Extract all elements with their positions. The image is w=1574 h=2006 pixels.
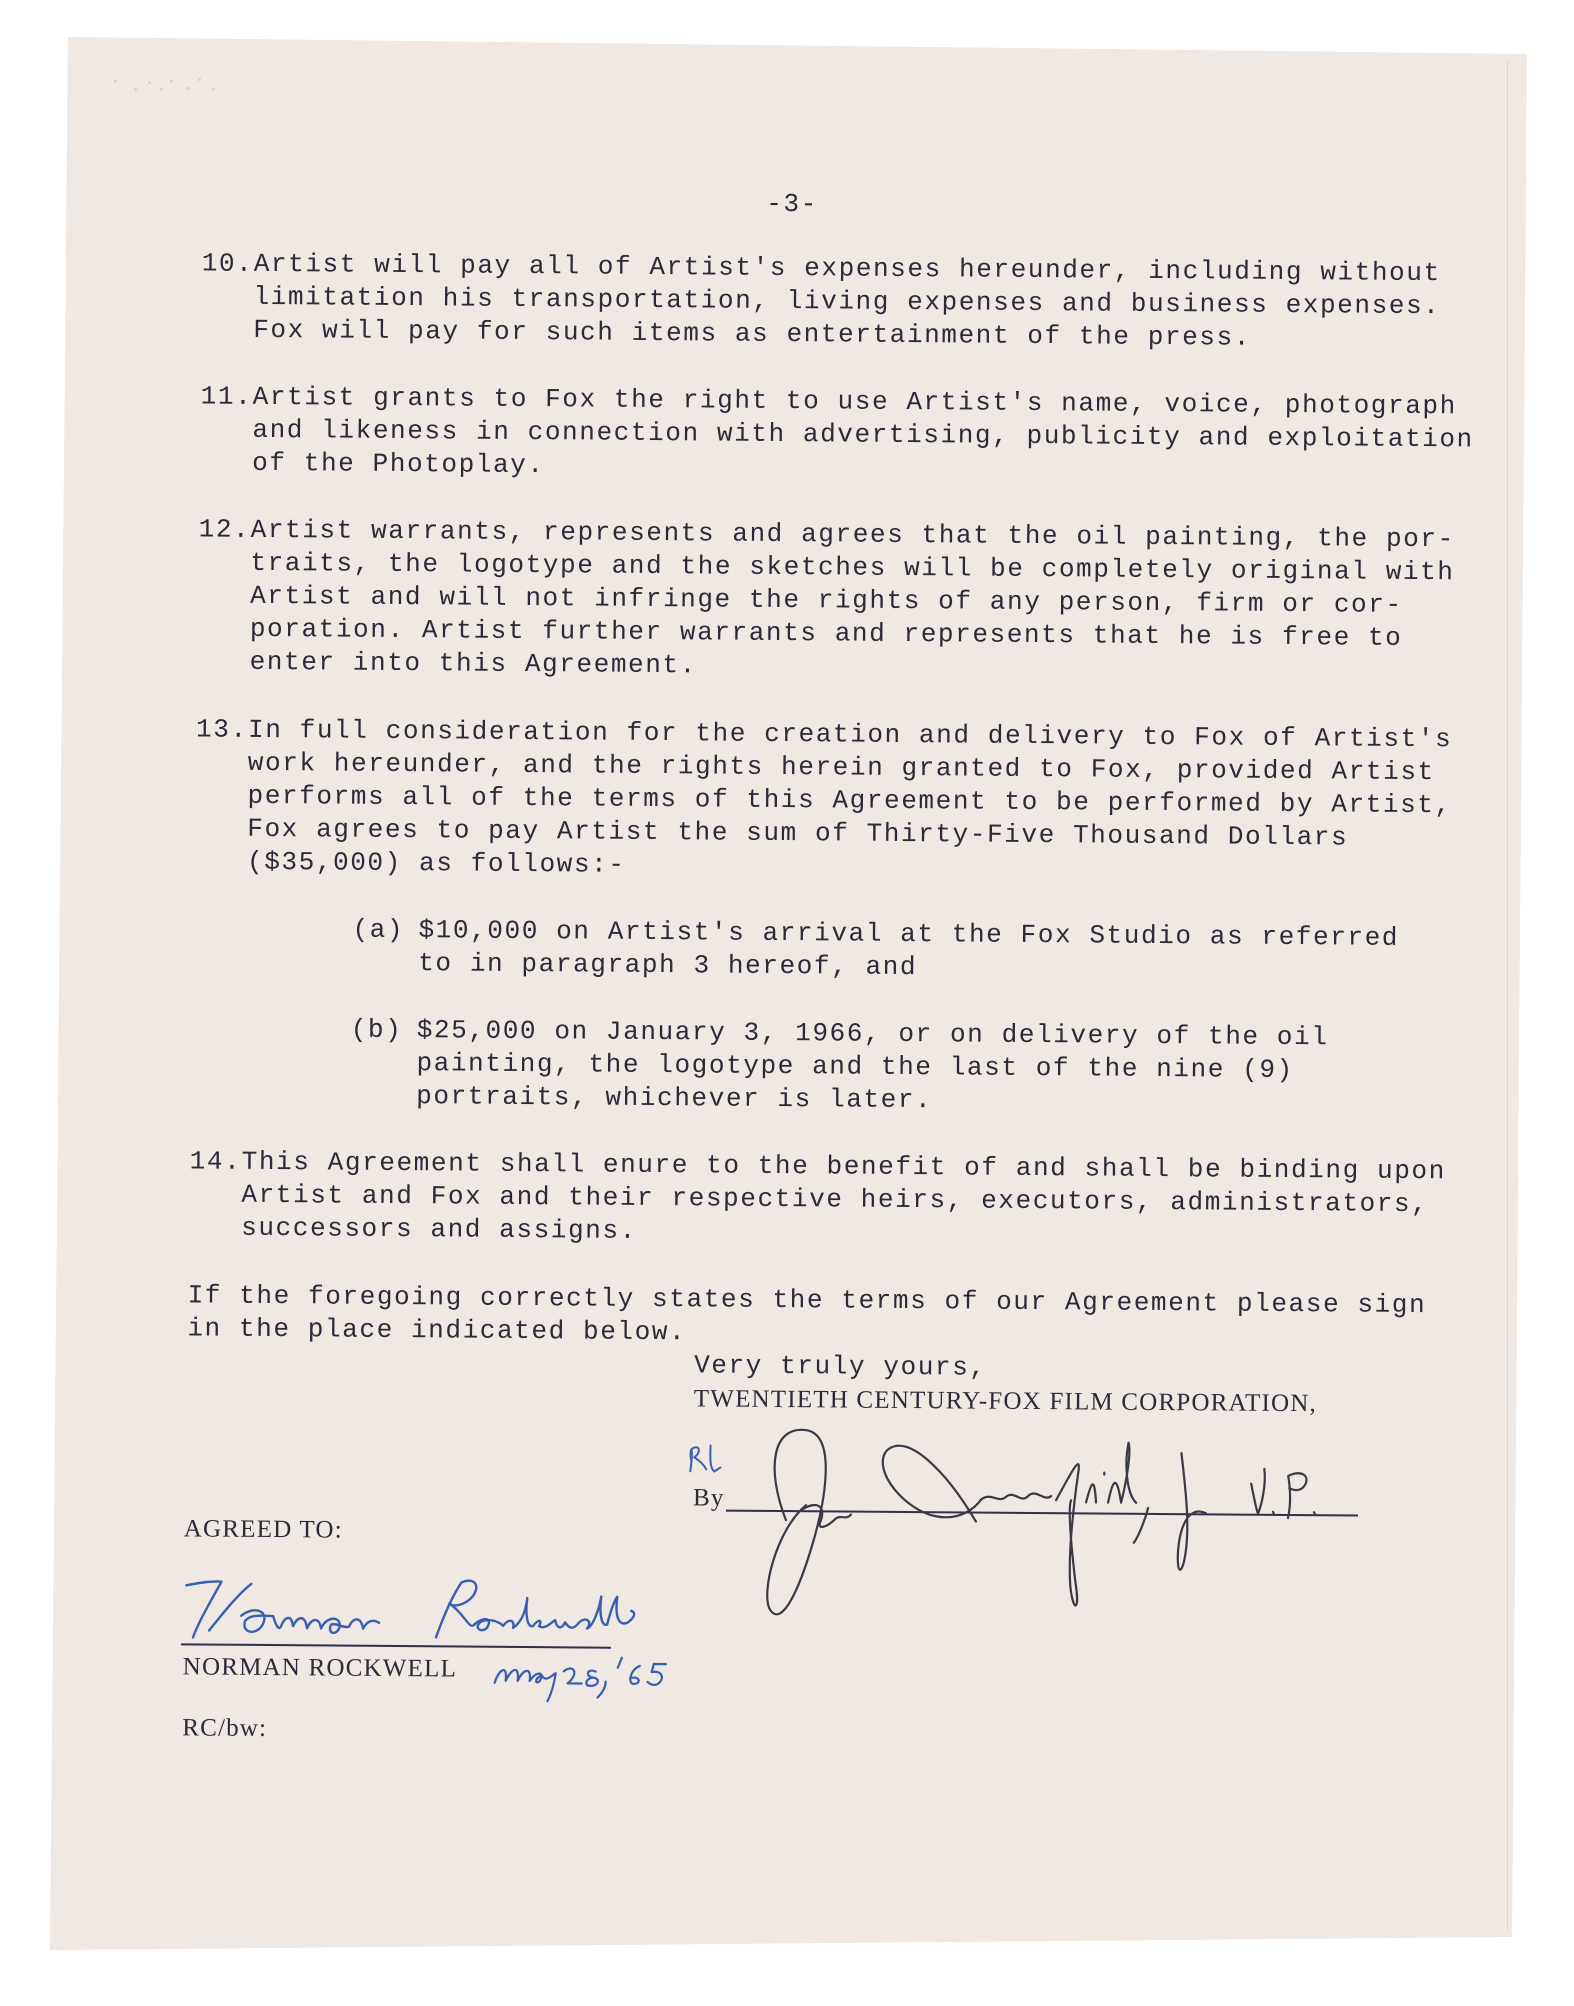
paragraph-line: Artist will pay all of Artist's expenses hereunder, including without <box>253 248 1441 289</box>
paragraph-number: 13. <box>195 714 248 745</box>
paragraph-line: traits, the logotype and the sketches will be completely original with <box>250 547 1455 588</box>
paragraph-line: of the Photoplay. <box>252 447 545 481</box>
paragraph-number: 12. <box>198 514 251 545</box>
subitem-label: (b) <box>350 1014 403 1046</box>
paragraph-line: This Agreement shall enure to the benefit of and shall be binding upon <box>241 1146 1446 1187</box>
subitem-line: painting, the logotype and the last of the nine (9) <box>416 1048 1294 1086</box>
by-label: By <box>692 1484 725 1512</box>
paragraph-line: Artist warrants, represents and agrees that the oil painting, the por- <box>250 514 1455 555</box>
paragraph-line: successors and assigns. <box>241 1212 637 1246</box>
paragraph-line: enter into this Agreement. <box>249 646 698 681</box>
signed-date-handwritten <box>489 1653 679 1704</box>
page-number: -3- <box>766 188 818 220</box>
reference-initials: RC/bw: <box>182 1714 268 1742</box>
agreed-to-label: AGREED TO: <box>183 1515 343 1544</box>
fox-signature <box>675 1409 1397 1645</box>
closing-line: in the place indicated below. <box>187 1313 687 1348</box>
paragraph-number: 11. <box>200 381 253 412</box>
paragraph-line: In full consideration for the creation and delivery to Fox of Artist's <box>247 714 1453 755</box>
paragraph-line: Artist grants to Fox the right to use Artist's name, voice, photograph <box>252 381 1457 422</box>
paragraph-line: ($35,000) as follows:- <box>246 846 626 880</box>
paragraph-line: and likeness in connection with advertising, publicity and exploitation <box>252 414 1474 455</box>
artist-name: NORMAN ROCKWELL <box>182 1653 458 1683</box>
subitem-line: $10,000 on Artist's arrival at the Fox Studio as referred <box>418 915 1400 953</box>
subitem-label: (a) <box>352 914 405 946</box>
paragraph-line: Artist and Fox and their respective heirs, executors, administrators, <box>241 1179 1429 1220</box>
paragraph-line: Fox will pay for such items as entertainment of the press. <box>253 314 1252 353</box>
paragraph-line: work hereunder, and the rights herein granted to Fox, provided Artist <box>247 747 1435 788</box>
subitem-line: portraits, whichever is later. <box>416 1081 933 1116</box>
paragraph-number: 14. <box>189 1146 242 1177</box>
subitem-line: $25,000 on January 3, 1966, or on delivery of the oil <box>416 1015 1329 1053</box>
paragraph-line: poration. Artist further warrants and represents that he is free to <box>249 613 1403 653</box>
subitem-line: to in paragraph 3 hereof, and <box>418 948 918 983</box>
paragraph-line: limitation his transportation, living expenses and business expenses. <box>253 281 1441 322</box>
paragraph-line: Fox agrees to pay Artist the sum of Thirty-Five Thousand Dollars <box>247 813 1349 853</box>
company-name: TWENTIETH CENTURY-FOX FILM CORPORATION, <box>693 1385 1318 1418</box>
closing-line: If the foregoing correctly states the terms of our Agreement please sign <box>187 1280 1427 1321</box>
paragraph-line: Artist and will not infringe the rights of any person, firm or cor- <box>250 580 1403 620</box>
paragraph-line: performs all of the terms of this Agreement to be performed by Artist, <box>247 780 1452 821</box>
paragraph-number: 10. <box>201 248 254 279</box>
salutation: Very truly yours, <box>694 1350 987 1383</box>
